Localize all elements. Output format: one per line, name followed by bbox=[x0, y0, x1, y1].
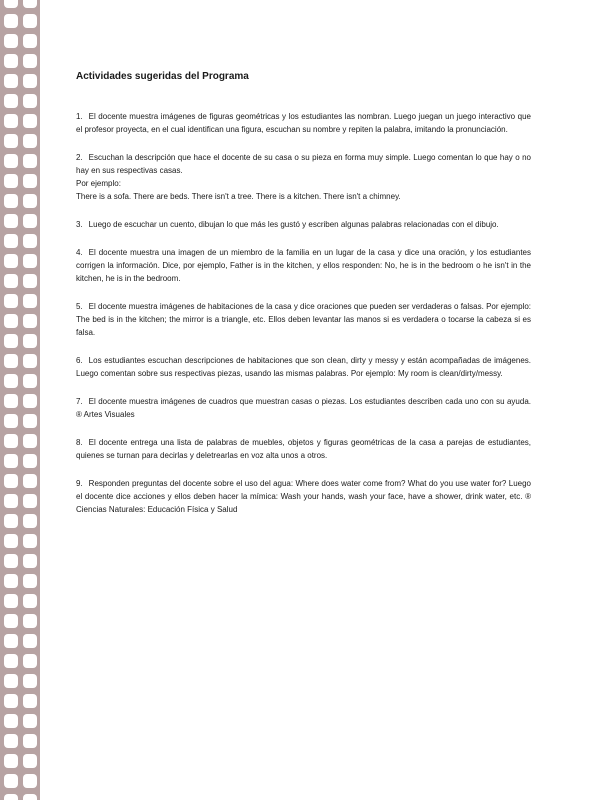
item-text: El docente muestra imágenes de habitaciones de la casa y dice oraciones que pueden ser verdaderas o falsas. Por ejemplo: The bed is in the kitchen; the mirror is a triangle, etc. Ellos deben levantar las manos si es verdadera o tocarse la cabeza si es falsa. bbox=[76, 302, 531, 337]
border-square bbox=[4, 314, 18, 328]
border-square bbox=[4, 34, 18, 48]
border-square bbox=[23, 34, 37, 48]
item-text: El docente entrega una lista de palabras de muebles, objetos y figuras geométricas de la casa a parejas de estudiantes, quienes se turnan para decirlas y deletrearlas en voz alta unos a otros. bbox=[76, 438, 531, 460]
activity-item-2 bbox=[76, 151, 531, 203]
border-square bbox=[23, 474, 37, 488]
item-number: 8. bbox=[76, 438, 83, 447]
border-square bbox=[4, 154, 18, 168]
border-square bbox=[23, 574, 37, 588]
border-square bbox=[23, 274, 37, 288]
item-text: El docente muestra una imagen de un miembro de la familia en un lugar de la casa y dice una oración, y los estudiantes corrigen la información. Dice, por ejemplo, Father is in the kitchen, y ellos responden: No, he is in the bedroom o he isn't in the kitchen, he is in the bedroom. bbox=[76, 248, 531, 283]
item-number: 1. bbox=[76, 112, 83, 121]
border-square bbox=[4, 354, 18, 368]
item-text: El docente muestra imágenes de figuras geométricas y los estudiantes las nombran. Luego juegan un juego interactivo que el profesor proyecta, en el cual identifican una figura, escuchan su nombre y repiten la palabra, imitando la pronunciación. bbox=[76, 112, 531, 134]
item-number: 9. bbox=[76, 479, 83, 488]
activity-item-6 bbox=[76, 354, 531, 380]
border-square bbox=[4, 494, 18, 508]
border-square bbox=[4, 654, 18, 668]
activity-item-7 bbox=[76, 395, 531, 421]
border-square bbox=[23, 94, 37, 108]
border-square bbox=[4, 634, 18, 648]
border-square bbox=[23, 594, 37, 608]
border-square bbox=[4, 474, 18, 488]
border-square bbox=[4, 394, 18, 408]
border-square bbox=[4, 14, 18, 28]
border-column-left bbox=[4, 0, 18, 800]
item-number: 7. bbox=[76, 397, 83, 406]
border-square bbox=[23, 134, 37, 148]
border-square bbox=[23, 194, 37, 208]
border-square bbox=[4, 254, 18, 268]
activity-item-5 bbox=[76, 300, 531, 339]
border-square bbox=[4, 754, 18, 768]
activity-item-4 bbox=[76, 246, 531, 285]
item-text: El docente muestra imágenes de cuadros que muestran casas o piezas. Los estudiantes describen cada uno con su ayuda. ® Artes Visuales bbox=[76, 397, 531, 419]
activity-item-8 bbox=[76, 436, 531, 462]
border-square bbox=[23, 774, 37, 788]
border-square bbox=[23, 614, 37, 628]
border-square bbox=[4, 114, 18, 128]
border-square bbox=[4, 694, 18, 708]
border-square bbox=[4, 774, 18, 788]
border-square bbox=[23, 114, 37, 128]
border-square bbox=[23, 414, 37, 428]
border-square bbox=[23, 14, 37, 28]
border-square bbox=[23, 54, 37, 68]
border-square bbox=[4, 194, 18, 208]
item-number: 6. bbox=[76, 356, 83, 365]
example-text: There is a sofa. There are beds. There isn't a tree. There is a kitchen. There isn't a chimney. bbox=[76, 192, 401, 201]
border-square bbox=[23, 714, 37, 728]
border-square bbox=[4, 94, 18, 108]
border-square bbox=[4, 334, 18, 348]
border-square bbox=[23, 734, 37, 748]
border-square bbox=[4, 614, 18, 628]
decorative-border bbox=[0, 0, 40, 800]
border-square bbox=[23, 634, 37, 648]
item-number: 2. bbox=[76, 153, 83, 162]
border-square bbox=[23, 394, 37, 408]
border-square bbox=[23, 454, 37, 468]
border-column-right bbox=[23, 0, 37, 800]
border-square bbox=[23, 214, 37, 228]
border-square bbox=[4, 714, 18, 728]
border-square bbox=[4, 174, 18, 188]
border-square bbox=[23, 694, 37, 708]
border-square bbox=[4, 414, 18, 428]
border-square bbox=[4, 674, 18, 688]
activity-item-3 bbox=[76, 218, 531, 231]
border-square bbox=[23, 174, 37, 188]
border-square bbox=[4, 294, 18, 308]
border-square bbox=[4, 574, 18, 588]
border-square bbox=[4, 454, 18, 468]
item-text: Los estudiantes escuchan descripciones de habitaciones que son clean, dirty y messy y están acompañadas de imágenes. Luego comentan sobre sus respectivas piezas, usando las mismas palabras. Por ejemplo: My room is clean/dirty/messy. bbox=[76, 356, 531, 378]
border-square bbox=[23, 234, 37, 248]
border-square bbox=[23, 314, 37, 328]
border-square bbox=[4, 214, 18, 228]
item-text: Responden preguntas del docente sobre el uso del agua: Where does water come from? What do you use water for? Luego el docente dice acciones y ellos deben hacer la mímica: Wash your hands, wash your face, have a shower, drink water, etc. ® Ciencias Naturales: Educación Física y Salud bbox=[76, 479, 531, 514]
border-square bbox=[23, 554, 37, 568]
item-number: 5. bbox=[76, 302, 83, 311]
border-square bbox=[23, 294, 37, 308]
item-text: Escuchan la descripción que hace el docente de su casa o su pieza en forma muy simple. Luego comentan lo que hay o no hay en sus respectivas casas. bbox=[76, 153, 531, 175]
border-square bbox=[23, 514, 37, 528]
border-square bbox=[4, 234, 18, 248]
border-square bbox=[23, 154, 37, 168]
border-square bbox=[23, 534, 37, 548]
example-label: Por ejemplo: bbox=[76, 179, 121, 188]
page-title: Actividades sugeridas del Programa bbox=[76, 71, 249, 82]
border-square bbox=[23, 334, 37, 348]
border-square bbox=[23, 254, 37, 268]
border-square bbox=[4, 554, 18, 568]
border-square bbox=[23, 434, 37, 448]
border-square bbox=[23, 494, 37, 508]
border-square bbox=[23, 754, 37, 768]
border-square bbox=[23, 0, 37, 8]
border-square bbox=[23, 354, 37, 368]
border-square bbox=[23, 794, 37, 800]
border-square bbox=[23, 74, 37, 88]
activity-item-9 bbox=[76, 477, 531, 516]
border-square bbox=[4, 534, 18, 548]
border-square bbox=[4, 274, 18, 288]
item-text: Luego de escuchar un cuento, dibujan lo que más les gustó y escriben algunas palabras relacionadas con el dibujo. bbox=[88, 220, 499, 229]
border-square bbox=[23, 654, 37, 668]
border-square bbox=[4, 54, 18, 68]
border-square bbox=[4, 514, 18, 528]
border-square bbox=[4, 134, 18, 148]
border-square bbox=[4, 0, 18, 8]
border-square bbox=[4, 794, 18, 800]
item-number: 3. bbox=[76, 220, 83, 229]
item-number: 4. bbox=[76, 248, 83, 257]
border-square bbox=[4, 374, 18, 388]
border-square bbox=[4, 434, 18, 448]
border-square bbox=[23, 674, 37, 688]
activity-item-1 bbox=[76, 110, 531, 136]
border-square bbox=[4, 594, 18, 608]
border-square bbox=[4, 74, 18, 88]
border-square bbox=[23, 374, 37, 388]
document-content bbox=[76, 70, 531, 531]
border-square bbox=[4, 734, 18, 748]
